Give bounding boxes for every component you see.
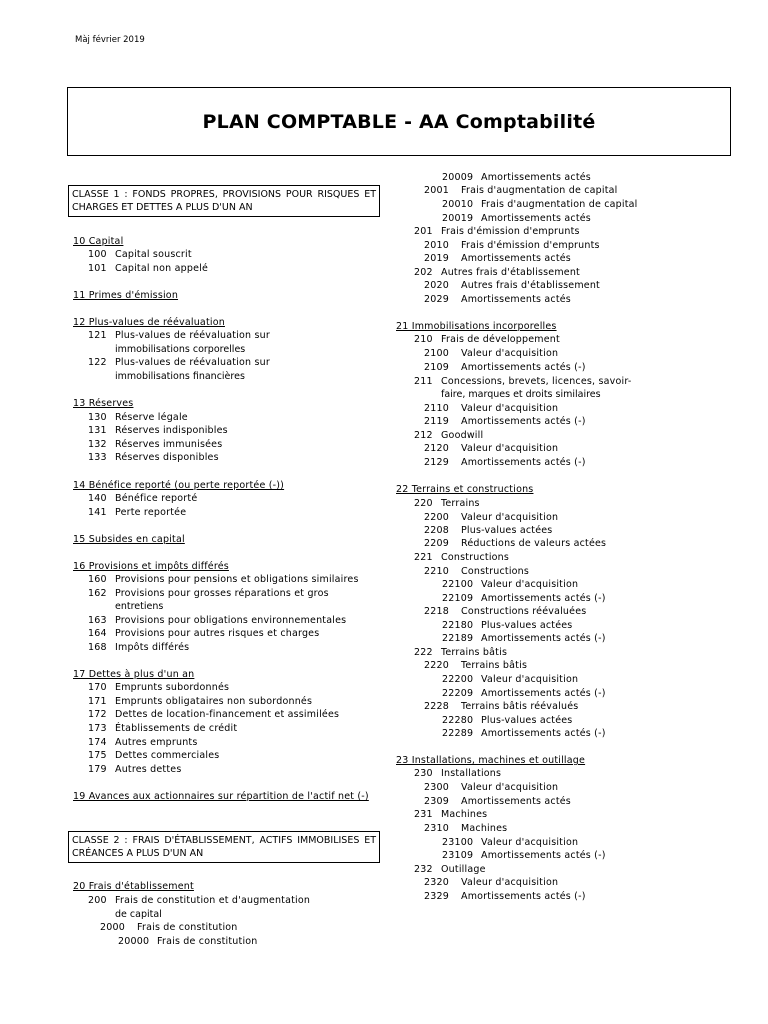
account-row	[100, 922, 238, 934]
section-heading: 14 Bénéfice reporté (ou perte reportée (-))	[73, 480, 285, 491]
account-row	[442, 674, 578, 686]
account-label: Valeur d'acquisition	[461, 443, 559, 454]
account-row	[424, 891, 586, 903]
account-row	[414, 864, 486, 876]
account-row	[442, 593, 606, 605]
account-label: Capital souscrit	[115, 249, 192, 260]
account-label: Valeur d'acquisition	[461, 403, 559, 414]
account-label: Goodwill	[441, 430, 484, 441]
account-row	[414, 498, 480, 510]
account-code: 20019	[442, 213, 474, 224]
account-code: 2020	[424, 280, 449, 291]
account-row	[424, 443, 558, 455]
account-code: 22189	[442, 633, 474, 644]
account-code: 230	[414, 768, 433, 779]
account-code: 133	[88, 452, 107, 463]
account-row	[424, 253, 571, 265]
account-label: Provisions pour autres risques et charges	[115, 628, 320, 639]
account-row	[424, 240, 600, 252]
account-row	[424, 185, 618, 197]
account-label: Plus-values actées	[461, 525, 553, 536]
account-code: 202	[414, 267, 433, 278]
account-row	[442, 633, 606, 645]
section-heading: 17 Dettes à plus d'un an	[73, 669, 195, 680]
account-label: Frais de constitution	[137, 922, 238, 933]
account-code: 2208	[424, 525, 449, 536]
account-label: Amortissements actés	[461, 294, 571, 305]
section-heading: 22 Terrains et constructions	[396, 484, 534, 495]
account-row	[424, 877, 558, 889]
account-row	[88, 682, 229, 694]
account-label: Valeur d'acquisition	[481, 579, 579, 590]
account-code: 2109	[424, 362, 449, 373]
account-code: 23109	[442, 850, 474, 861]
account-code: 2200	[424, 512, 449, 523]
account-label: Frais d'émission d'emprunts	[461, 240, 600, 251]
account-label: Autres frais d'établissement	[461, 280, 600, 291]
account-label: Amortissements actés (-)	[481, 728, 606, 739]
account-label: Amortissements actés (-)	[461, 362, 586, 373]
account-row	[88, 425, 228, 437]
account-code: 121	[88, 330, 107, 341]
account-row	[414, 552, 509, 564]
account-label: Valeur d'acquisition	[461, 782, 559, 793]
account-code: 101	[88, 263, 107, 274]
account-label: Valeur d'acquisition	[461, 877, 559, 888]
section-heading: 11 Primes d'émission	[73, 290, 179, 301]
account-label: Amortissements actés (-)	[461, 891, 586, 902]
account-row	[424, 782, 558, 794]
account-row	[424, 294, 571, 306]
account-row	[424, 796, 571, 808]
account-row	[442, 579, 578, 591]
account-label: Frais de constitution	[157, 936, 258, 947]
account-row	[88, 696, 312, 708]
account-label: Réserves immunisées	[115, 439, 223, 450]
account-row	[442, 850, 606, 862]
account-code: 122	[88, 357, 107, 368]
account-code: 140	[88, 493, 107, 504]
classe-2-box: CLASSE 2 : FRAIS D'ÉTABLISSEMENT, ACTIFS IMMOBILISES ET CRÉANCES A PLUS D'UN AN	[68, 831, 380, 863]
account-row	[424, 457, 586, 469]
account-row	[442, 213, 591, 225]
account-label-continuation: de capital	[115, 909, 162, 920]
account-code: 163	[88, 615, 107, 626]
account-label: Plus-values de réévaluation sur	[115, 357, 270, 368]
account-label: Amortissements actés	[461, 253, 571, 264]
account-code: 162	[88, 588, 107, 599]
account-label: Réductions de valeurs actées	[461, 538, 607, 549]
account-label: Autres emprunts	[115, 737, 198, 748]
account-code: 141	[88, 507, 107, 518]
account-code: 2110	[424, 403, 449, 414]
account-label: Établissements de crédit	[115, 723, 238, 734]
account-row	[424, 403, 558, 415]
account-code: 2119	[424, 416, 449, 427]
account-row	[88, 574, 359, 586]
account-row	[442, 688, 606, 700]
account-code: 131	[88, 425, 107, 436]
account-row	[414, 334, 560, 346]
account-row	[424, 823, 507, 835]
account-code: 2228	[424, 701, 449, 712]
account-code: 2001	[424, 185, 449, 196]
account-code: 2209	[424, 538, 449, 549]
account-code: 22289	[442, 728, 474, 739]
account-code: 232	[414, 864, 433, 875]
section-heading: 13 Réserves	[73, 398, 134, 409]
account-code: 20009	[442, 172, 474, 183]
account-label: Frais d'augmentation de capital	[481, 199, 638, 210]
account-row	[414, 376, 631, 388]
account-row	[88, 750, 219, 762]
account-code: 2309	[424, 796, 449, 807]
section-heading: 23 Installations, machines et outillage	[396, 755, 586, 766]
account-label: Provisions pour pensions et obligations similaires	[115, 574, 359, 585]
account-label: Concessions, brevets, licences, savoir-	[441, 376, 632, 387]
account-label: Autres dettes	[115, 764, 182, 775]
account-row	[88, 737, 198, 749]
account-code: 22209	[442, 688, 474, 699]
account-label: Valeur d'acquisition	[461, 348, 559, 359]
section-heading: 21 Immobilisations incorporelles	[396, 321, 557, 332]
account-label: Réserve légale	[115, 412, 188, 423]
account-code: 23100	[442, 837, 474, 848]
account-row	[88, 493, 197, 505]
account-label: Réserves indisponibles	[115, 425, 228, 436]
account-code: 201	[414, 226, 433, 237]
account-code: 2218	[424, 606, 449, 617]
account-row	[442, 199, 638, 211]
account-row	[88, 628, 319, 640]
account-code: 210	[414, 334, 433, 345]
account-label: Plus-values actées	[481, 620, 573, 631]
account-row	[414, 647, 507, 659]
account-row	[442, 620, 572, 632]
account-label: Valeur d'acquisition	[481, 837, 579, 848]
account-row	[414, 226, 580, 238]
account-code: 20000	[118, 936, 150, 947]
account-code: 212	[414, 430, 433, 441]
classe-1-box: CLASSE 1 : FONDS PROPRES, PROVISIONS POUR RISQUES ET CHARGES ET DETTES A PLUS D'UN AN	[68, 185, 380, 217]
account-code: 22200	[442, 674, 474, 685]
account-label-continuation: entretiens	[115, 601, 164, 612]
account-label-continuation: faire, marques et droits similaires	[441, 389, 601, 400]
account-code: 2310	[424, 823, 449, 834]
account-code: 100	[88, 249, 107, 260]
account-label: Terrains bâtis	[461, 660, 528, 671]
account-row	[88, 723, 237, 735]
account-label-continuation: immobilisations financières	[115, 371, 245, 382]
account-row	[424, 538, 606, 550]
account-code: 168	[88, 642, 107, 653]
account-label: Machines	[441, 809, 488, 820]
account-label: Dettes de location-financement et assimilées	[115, 709, 340, 720]
account-row	[88, 588, 329, 600]
section-heading: 20 Frais d'établissement	[73, 881, 194, 892]
account-code: 222	[414, 647, 433, 658]
account-code: 2210	[424, 566, 449, 577]
account-row	[442, 172, 591, 184]
account-label: Terrains bâtis	[441, 647, 508, 658]
account-label: Amortissements actés (-)	[481, 593, 606, 604]
account-label: Terrains bâtis réévalués	[461, 701, 579, 712]
account-row	[414, 267, 580, 279]
account-row	[424, 660, 527, 672]
account-label: Dettes commerciales	[115, 750, 220, 761]
account-row	[414, 768, 501, 780]
account-code: 2100	[424, 348, 449, 359]
account-row	[88, 615, 346, 627]
section-heading: 16 Provisions et impôts différés	[73, 561, 229, 572]
account-code: 170	[88, 682, 107, 693]
account-code: 179	[88, 764, 107, 775]
account-label: Valeur d'acquisition	[461, 512, 559, 523]
account-code: 172	[88, 709, 107, 720]
account-label: Constructions réévaluées	[461, 606, 587, 617]
account-label: Frais de développement	[441, 334, 560, 345]
account-row	[88, 249, 192, 261]
account-label: Provisions pour obligations environnementales	[115, 615, 347, 626]
account-label: Bénéfice reporté	[115, 493, 198, 504]
account-row	[424, 512, 558, 524]
account-code: 211	[414, 376, 433, 387]
account-code: 173	[88, 723, 107, 734]
account-code: 2120	[424, 443, 449, 454]
account-label: Outillage	[441, 864, 486, 875]
account-code: 22180	[442, 620, 474, 631]
account-label: Impôts différés	[115, 642, 190, 653]
account-row	[88, 642, 189, 654]
account-label: Provisions pour grosses réparations et gros	[115, 588, 329, 599]
account-row	[424, 362, 586, 374]
account-label: Réserves disponibles	[115, 452, 219, 463]
account-label: Machines	[461, 823, 508, 834]
section-heading: 19 Avances aux actionnaires sur répartition de l'actif net (-)	[73, 791, 369, 802]
account-row	[88, 263, 208, 275]
account-row	[442, 715, 572, 727]
account-row	[88, 507, 186, 519]
account-code: 2019	[424, 253, 449, 264]
account-label: Amortissements actés (-)	[481, 850, 606, 861]
account-row	[88, 895, 310, 907]
account-row	[118, 936, 258, 948]
account-code: 2010	[424, 240, 449, 251]
account-label: Valeur d'acquisition	[481, 674, 579, 685]
account-code: 160	[88, 574, 107, 585]
account-row	[442, 837, 578, 849]
account-label: Constructions	[441, 552, 510, 563]
account-row	[88, 452, 219, 464]
account-row	[424, 348, 558, 360]
account-label: Installations	[441, 768, 502, 779]
account-code: 2329	[424, 891, 449, 902]
account-code: 20010	[442, 199, 474, 210]
account-code: 2300	[424, 782, 449, 793]
account-row	[88, 764, 181, 776]
account-label: Frais d'émission d'emprunts	[441, 226, 580, 237]
account-row	[424, 280, 600, 292]
document-title-box	[67, 87, 731, 156]
account-code: 175	[88, 750, 107, 761]
account-row	[424, 525, 552, 537]
account-label: Plus-values de réévaluation sur	[115, 330, 270, 341]
account-row	[424, 416, 586, 428]
account-code: 220	[414, 498, 433, 509]
section-heading: 15 Subsides en capital	[73, 534, 185, 545]
account-label: Emprunts obligataires non subordonnés	[115, 696, 313, 707]
account-row	[424, 701, 578, 713]
account-row	[88, 357, 270, 369]
account-row	[414, 430, 483, 442]
account-code: 164	[88, 628, 107, 639]
account-label: Amortissements actés	[481, 213, 591, 224]
account-row	[88, 330, 270, 342]
account-row	[414, 809, 487, 821]
account-code: 2220	[424, 660, 449, 671]
account-code: 22280	[442, 715, 474, 726]
account-code: 221	[414, 552, 433, 563]
account-label-continuation: immobilisations corporelles	[115, 344, 246, 355]
document-title: PLAN COMPTABLE - AA Comptabilité	[202, 110, 596, 133]
section-heading: 12 Plus-values de réévaluation	[73, 317, 225, 328]
account-label: Amortissements actés (-)	[481, 633, 606, 644]
account-row	[88, 709, 339, 721]
account-code: 132	[88, 439, 107, 450]
account-row	[88, 439, 222, 451]
account-label: Frais d'augmentation de capital	[461, 185, 618, 196]
account-row	[424, 566, 529, 578]
account-code: 2029	[424, 294, 449, 305]
account-label: Emprunts subordonnés	[115, 682, 230, 693]
account-row	[442, 728, 606, 740]
account-row	[424, 606, 586, 618]
account-label: Plus-values actées	[481, 715, 573, 726]
update-date: Màj février 2019	[75, 35, 145, 45]
account-code: 130	[88, 412, 107, 423]
account-code: 22100	[442, 579, 474, 590]
account-code: 200	[88, 895, 107, 906]
account-code: 2320	[424, 877, 449, 888]
account-label: Constructions	[461, 566, 530, 577]
account-code: 22109	[442, 593, 474, 604]
account-label: Autres frais d'établissement	[441, 267, 580, 278]
account-code: 2000	[100, 922, 125, 933]
account-code: 171	[88, 696, 107, 707]
account-label: Frais de constitution et d'augmentation	[115, 895, 311, 906]
account-label: Perte reportée	[115, 507, 187, 518]
account-label: Amortissements actés (-)	[461, 457, 586, 468]
account-label: Amortissements actés	[461, 796, 571, 807]
account-label: Terrains	[441, 498, 480, 509]
account-label: Capital non appelé	[115, 263, 209, 274]
account-label: Amortissements actés	[481, 172, 591, 183]
account-row	[88, 412, 188, 424]
account-label: Amortissements actés (-)	[481, 688, 606, 699]
section-heading: 10 Capital	[73, 236, 124, 247]
account-code: 231	[414, 809, 433, 820]
account-code: 2129	[424, 457, 449, 468]
account-code: 174	[88, 737, 107, 748]
account-label: Amortissements actés (-)	[461, 416, 586, 427]
